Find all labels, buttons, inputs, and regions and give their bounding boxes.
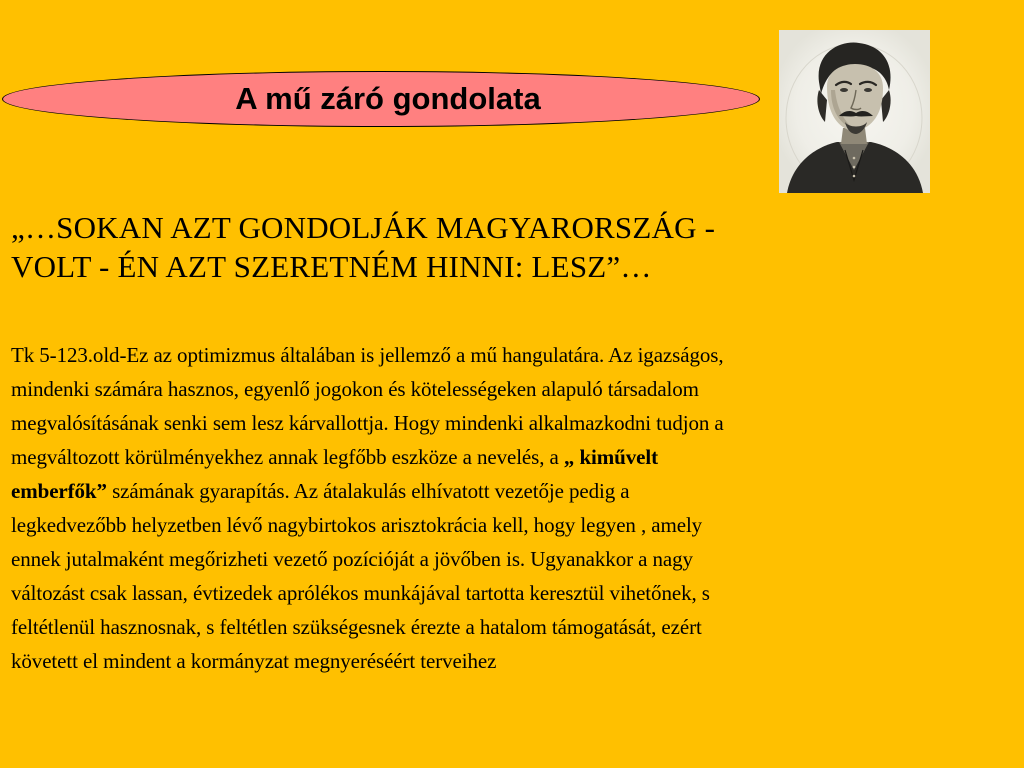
closing-quote: „…SOKAN AZT GONDOLJÁK MAGYARORSZÁG - VOLT - ÉN AZT SZERETNÉM HINNI: LESZ”… bbox=[11, 210, 716, 284]
paragraph-text-before: Tk 5-123.old-Ez az optimizmus általában is jellemző a mű hangulatára. Az igazságos, mindenki számára hasznos, egyenlő jogokon és kötelességeken alapuló társadalom megvalósításának senki sem lesz kárvallottja. Hogy mindenki alkalmazkodni tudjon a megváltozott körülményekhez annak legfőbb eszköze a nevelés, a bbox=[11, 343, 724, 469]
slide-title: A mű záró gondolata bbox=[235, 81, 541, 116]
paragraph-emphasis: „ kiművelt emberfők” bbox=[11, 445, 658, 503]
portrait-image bbox=[779, 30, 930, 193]
portrait-engraving-icon bbox=[779, 30, 930, 193]
body-paragraph bbox=[11, 338, 996, 678]
paragraph-text-after: számának gyarapítás. Az átalakulás elhívatott vezetője pedig a legkedvezőbb helyzetben lévő nagybirtokos arisztokrácia kell, hogy legyen , amely ennek jutalmaként megőrizheti vezető pozícióját a jövőben is. Ugyanakkor a nagy változást csak lassan, évtizedek aprólékos munkájával tartotta keresztül vihetőnek, s feltétlenül hasznosnak, s feltétlen szükségesnek érezte a hatalom támogatását, ezért követett el mindent a kormányzat megnyeréséért terveihez bbox=[11, 479, 710, 673]
